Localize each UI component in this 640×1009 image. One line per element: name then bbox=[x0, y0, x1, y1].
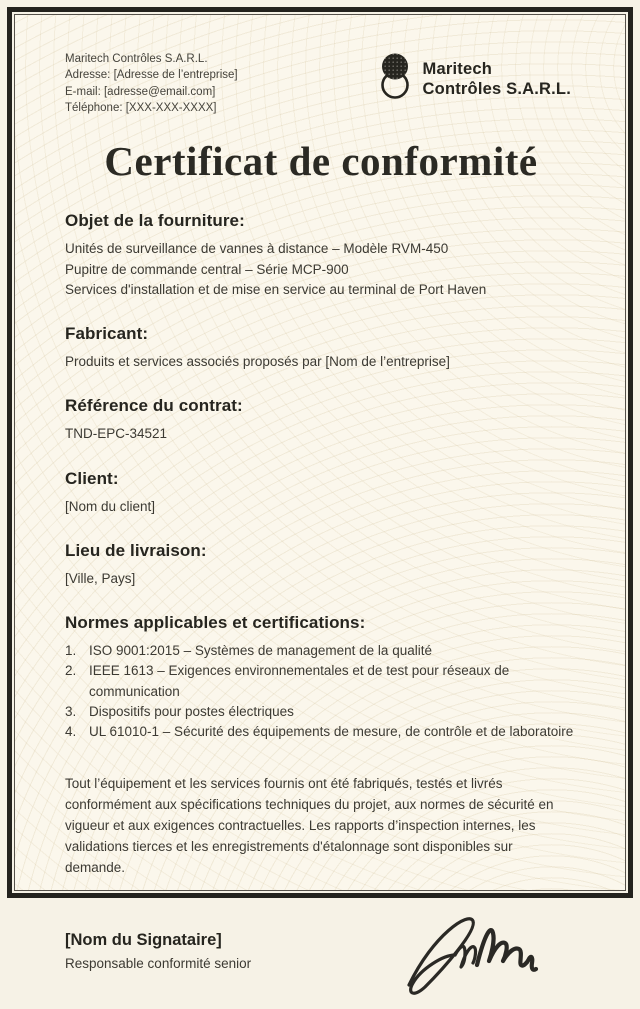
reference-text: TND-EPC-34521 bbox=[65, 426, 168, 442]
norm-list bbox=[65, 641, 577, 742]
norm-item-number: 2. bbox=[65, 663, 77, 679]
company-contact-block bbox=[65, 51, 238, 116]
section-lieu bbox=[65, 541, 577, 589]
section-reference-heading: Référence du contrat: bbox=[65, 396, 243, 416]
section-reference bbox=[65, 396, 577, 444]
logo bbox=[376, 53, 571, 106]
fabricant-text: Produits et services associés proposés par [Nom de l’entreprise] bbox=[65, 354, 450, 370]
norm-item-text: Dispositifs pour postes électriques bbox=[89, 703, 294, 719]
header bbox=[65, 51, 577, 116]
logo-wordmark bbox=[423, 60, 571, 99]
section-normes bbox=[65, 613, 577, 742]
signatory-info bbox=[65, 931, 251, 971]
norm-item-text: ISO 9001:2015 – Systèmes de management de la qualité bbox=[89, 643, 432, 659]
norm-item-text: IEEE 1613 – Exigences environnementales et de test pour réseaux de communication bbox=[89, 663, 510, 699]
objet-line: Services d'installation et de mise en service au terminal de Port Haven bbox=[65, 281, 487, 297]
signatory-name: [Nom du Signataire] bbox=[65, 930, 222, 949]
norm-item bbox=[65, 641, 577, 661]
page-title: Certificat de conformité bbox=[104, 138, 538, 185]
inner-border bbox=[14, 14, 626, 971]
section-objet bbox=[65, 211, 577, 300]
client-text: [Nom du client] bbox=[65, 498, 156, 514]
section-lieu-heading: Lieu de livraison: bbox=[65, 540, 207, 560]
norm-item bbox=[65, 661, 577, 702]
company-email: E-mail: [adresse@email.com] bbox=[65, 85, 216, 98]
company-address: Adresse: [Adresse de l’entreprise] bbox=[65, 69, 238, 82]
company-name: Maritech Contrôles S.A.R.L. bbox=[65, 53, 208, 65]
norm-item-number: 4. bbox=[65, 724, 77, 740]
norm-item-text: UL 61010-1 – Sécurité des équipements de mesure, de contrôle et de laboratoire bbox=[89, 724, 574, 740]
signature-block bbox=[65, 931, 577, 1009]
norm-item bbox=[65, 702, 577, 722]
lieu-text: [Ville, Pays] bbox=[65, 570, 136, 586]
section-client bbox=[65, 469, 577, 517]
signatory-title: Responsable conformité senior bbox=[65, 955, 252, 971]
signature-image bbox=[403, 909, 553, 1009]
objet-line: Pupitre de commande central – Série MCP-900 bbox=[65, 261, 349, 277]
objet-line: Unités de surveillance de vannes à distance – Modèle RVM-450 bbox=[65, 241, 449, 257]
section-fabricant-heading: Fabricant: bbox=[65, 324, 149, 344]
sections bbox=[65, 211, 577, 742]
outer-border bbox=[7, 7, 633, 971]
section-client-heading: Client: bbox=[65, 468, 119, 488]
section-fabricant bbox=[65, 324, 577, 372]
company-phone: Téléphone: [XXX-XXX-XXXX] bbox=[65, 101, 217, 114]
logo-line1: Maritech bbox=[422, 60, 492, 79]
norm-item-number: 3. bbox=[65, 703, 77, 719]
norm-item-number: 1. bbox=[65, 643, 77, 659]
norm-item bbox=[65, 722, 577, 742]
two-circles-logo-icon bbox=[376, 53, 414, 106]
logo-line2: Contrôles S.A.R.L. bbox=[422, 79, 571, 98]
declaration-paragraph: Tout l’équipement et les services fournis ont été fabriqués, testés et livrés conformément aux spécifications techniques du projet, aux normes de sécurité en vigueur et aux exigences contractuelles. Les rapports d’inspection internes, les validations tierces et les enregistrements d'étalonnage sont disponibles sur demande. bbox=[65, 776, 554, 875]
certificate-content bbox=[15, 15, 625, 971]
section-normes-heading: Normes applicables et certifications: bbox=[65, 613, 366, 633]
section-objet-heading: Objet de la fourniture: bbox=[65, 211, 245, 231]
